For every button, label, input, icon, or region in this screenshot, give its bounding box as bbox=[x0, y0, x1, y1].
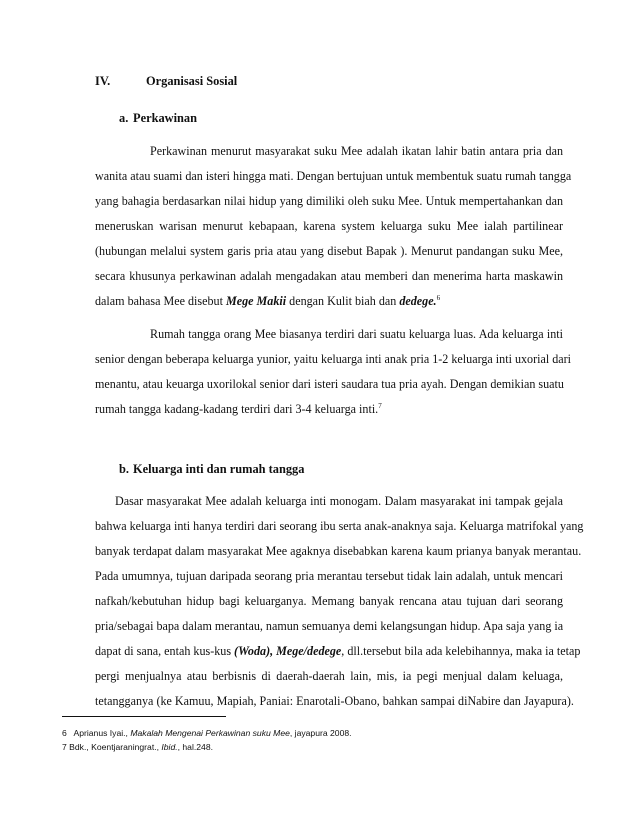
footnote-text: Aprianus Iyai., bbox=[73, 728, 131, 738]
footnote-text: Bdk., Koentjaraningrat., bbox=[69, 742, 162, 752]
paragraph-line bbox=[95, 402, 563, 417]
paragraph-line: banyak terdapat dalam masyarakat Mee agaknya disebabkan karena kaum prianya banyak merantau. bbox=[95, 544, 582, 558]
line-text: dalam bahasa Mee disebut bbox=[95, 294, 226, 308]
line-text: dapat di sana, entah kus-kus bbox=[95, 644, 235, 658]
paragraph-line bbox=[95, 644, 581, 659]
term-dedege: dedege. bbox=[399, 294, 437, 308]
section-title: Organisasi Sosial bbox=[146, 74, 238, 88]
subsection-b-title: Keluarga inti dan rumah tangga bbox=[133, 462, 305, 476]
footnote-ref: 6 bbox=[436, 293, 441, 302]
paragraph-line: wanita atau suami dan isteri hingga mati. Dengan bertujuan untuk membentuk suatu rumah tangga bbox=[95, 169, 572, 183]
paragraph-line: secara khusunya perkawinan adalah mengadakan atau memberi dan menerima harta maskawin bbox=[95, 269, 563, 283]
footnote-title: Makalah Mengenai Perkawinan suku Mee bbox=[130, 728, 290, 738]
subsection-a-title: Perkawinan bbox=[133, 111, 198, 125]
paragraph-line: tetangganya (ke Kamuu, Mapiah, Paniai: Enarotali-Obano, bahkan sampai diNabire dan Jayapura). bbox=[95, 694, 574, 708]
term-woda-mege-dedege: (Woda), Mege/dedege bbox=[234, 644, 342, 658]
paragraph-line: (hubungan melalui system garis pria atau yang disebut Bapak ). Menurut pandangan suku Mee, bbox=[95, 244, 563, 258]
footnote-number: 7 bbox=[62, 742, 67, 752]
paragraph-line: senior dengan beberapa keluarga yunior, yaitu keluarga inti anak pria 1-2 keluarga inti uxorial dari bbox=[95, 352, 572, 366]
footnote-title: Ibid. bbox=[161, 742, 178, 752]
paragraph-line: yang bahagia berdasarkan nilai hidup yang dimiliki oleh suku Mee. Untuk mempertahankan dan bbox=[95, 194, 563, 208]
footnote-7 bbox=[62, 742, 213, 752]
term-mege-makii: Mege Makii bbox=[225, 294, 287, 308]
paragraph-line: Pada umumnya, tujuan daripada seorang pria merantau tersebut tidak lain adalah, untuk mencari bbox=[95, 569, 563, 583]
footnote-text: , hal.248. bbox=[177, 742, 213, 752]
footnote-ref: 7 bbox=[378, 401, 382, 410]
paragraph-line: nafkah/kebutuhan hidup bagi keluarganya. Memang banyak rencana atau tujuan dari seorang bbox=[95, 594, 563, 608]
line-text: , dll.tersebut bila ada kelebihannya, maka ia tetap bbox=[341, 644, 581, 658]
section-number: IV. bbox=[95, 74, 111, 88]
paragraph-line: meneruskan warisan menurut kebapaan, karena system keluarga suku Mee ialah partilinear bbox=[95, 219, 563, 233]
footnote-number: 6 bbox=[62, 728, 67, 738]
line-text: dengan Kulit biah dan bbox=[286, 294, 400, 308]
footnote-text: , jayapura 2008. bbox=[289, 728, 352, 738]
paragraph-line: Dasar masyarakat Mee adalah keluarga inti monogam. Dalam masyarakat ini tampak gejala bbox=[115, 494, 563, 508]
paragraph-line: Perkawinan menurut masyarakat suku Mee adalah ikatan lahir batin antara pria dan bbox=[150, 144, 563, 158]
subsection-a-label: a. bbox=[119, 111, 129, 125]
subsection-b-label: b. bbox=[119, 462, 129, 476]
paragraph-line bbox=[95, 294, 563, 309]
paragraph-line: menantu, atau keuarga uxorilokal senior dari isteri saudara tua pria ayah. Dengan demikian suatu bbox=[95, 377, 564, 391]
line-text: rumah tangga kadang-kadang terdiri dari 3-4 keluarga inti. bbox=[95, 402, 379, 416]
paragraph-line: pergi menjualnya atau berbisnis di daerah-daerah lain, mis, ia pegi menjual dalam keluaga, bbox=[95, 669, 563, 683]
paragraph-line: Rumah tangga orang Mee biasanya terdiri dari suatu keluarga luas. Ada keluarga inti bbox=[150, 327, 563, 341]
paragraph-line: pria/sebagai bapa dalam merantau, namun semuanya demi kelangsungan hidup. Apa saja yang ia bbox=[95, 619, 564, 633]
footnote-6 bbox=[62, 728, 352, 738]
paragraph-line: bahwa keluarga inti hanya terdiri dari seorang ibu serta anak-anaknya saja. Keluarga matrifokal yang bbox=[95, 519, 584, 533]
footnote-separator bbox=[62, 716, 226, 717]
